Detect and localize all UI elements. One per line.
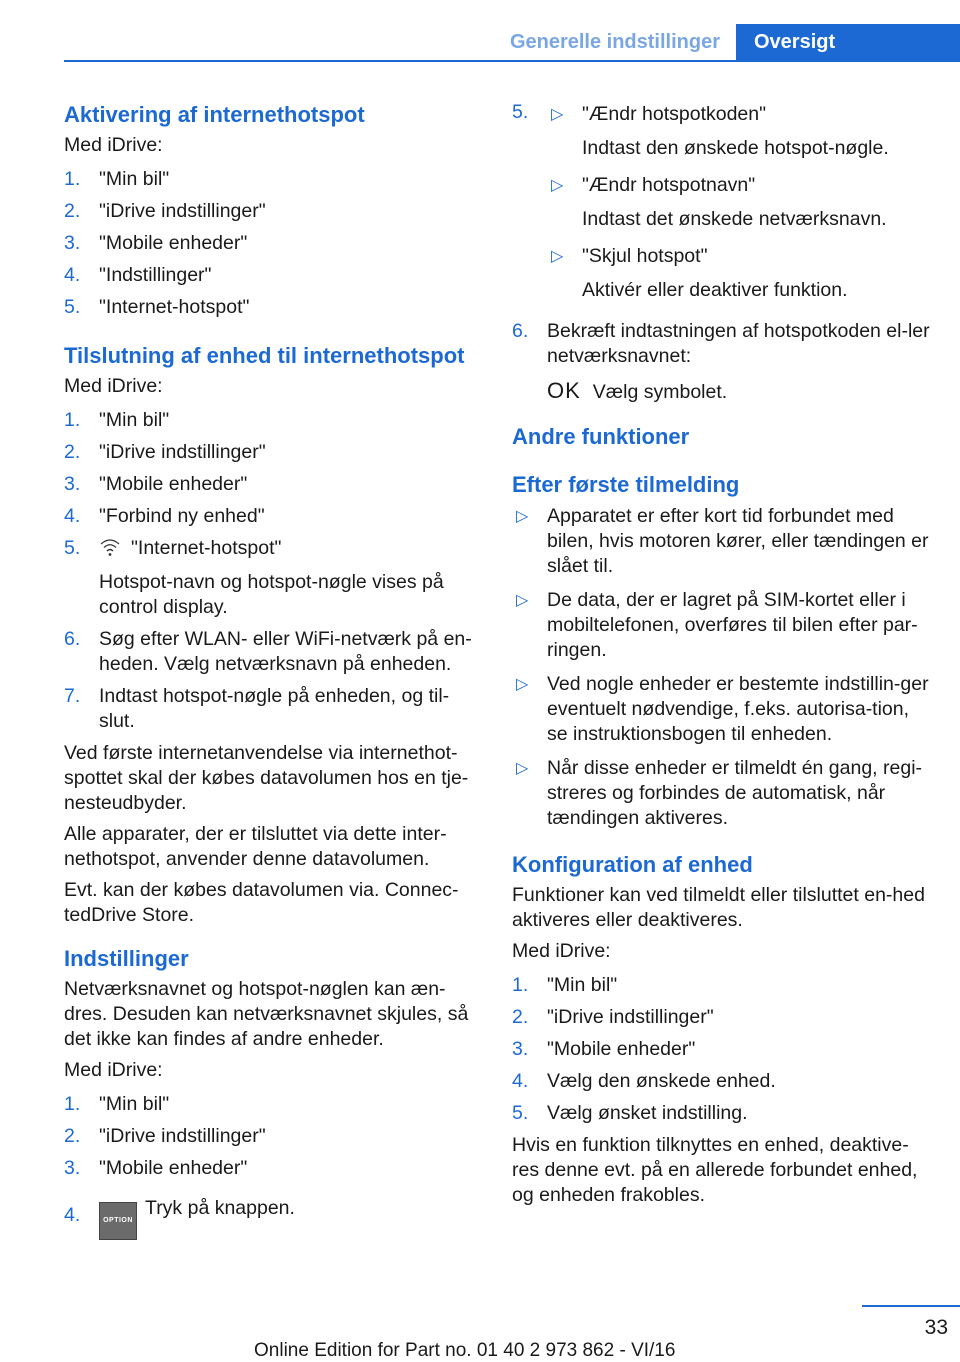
paragraph: Netværksnavnet og hotspot-nøglen kan æn-dres. Desuden kan netværksnavnet skjules, så det ikke kan findes af andre enheder. bbox=[64, 978, 469, 1050]
intro-idrive: Med iDrive: bbox=[64, 375, 163, 397]
list-item bbox=[512, 1037, 932, 1069]
step-number: 5. bbox=[512, 101, 529, 123]
list-item bbox=[64, 1124, 484, 1156]
list-item bbox=[64, 167, 484, 199]
step-text: "Forbind ny enhed" bbox=[99, 505, 265, 527]
list-item bbox=[64, 408, 484, 440]
paragraph: Ved første internetanvendelse via internethot-spottet skal der købes datavolumen hos en tje-nesteudbyder. bbox=[64, 742, 469, 814]
steps-settings bbox=[64, 1092, 484, 1247]
step-text: Søg efter WLAN- eller WiFi-netværk på en-heden. Vælg netværksnavn på enheden. bbox=[99, 628, 472, 675]
step-text: "Min bil" bbox=[99, 168, 170, 190]
step-number: 2. bbox=[64, 1125, 81, 1147]
bullet-text: De data, der er lagret på SIM-kortet eller i mobiltelefonen, overføres til bilen efter par-ringen. bbox=[547, 589, 918, 661]
step-detail-text: Vælg symbolet. bbox=[592, 381, 728, 403]
footer-rule bbox=[862, 1305, 960, 1307]
bullets-after-first-login bbox=[512, 504, 932, 840]
sub-option bbox=[547, 173, 932, 241]
step-number: 1. bbox=[64, 1093, 81, 1115]
step-text: "iDrive indstillinger" bbox=[99, 1125, 266, 1147]
heading-after-first-login: Efter første tilmelding bbox=[512, 472, 740, 497]
header-rule bbox=[64, 60, 960, 62]
step-number: 1. bbox=[64, 409, 81, 431]
list-item bbox=[512, 1069, 932, 1101]
intro-idrive: Med iDrive: bbox=[64, 134, 163, 156]
step-number: 6. bbox=[512, 320, 529, 342]
step-text: "Mobile enheder" bbox=[99, 1157, 248, 1179]
step-text: Tryk på knappen. bbox=[145, 1197, 295, 1219]
triangle-bullet-icon: ▷ bbox=[551, 177, 564, 194]
list-item bbox=[64, 504, 484, 536]
wifi-icon bbox=[99, 537, 121, 557]
bullet-text: Når disse enheder er tilmeldt én gang, regi-streres og forbindes de automatisk, når tændingen aktiveres. bbox=[547, 757, 923, 829]
step-number: 3. bbox=[64, 1157, 81, 1179]
step-text: "Mobile enheder" bbox=[99, 473, 248, 495]
list-item bbox=[512, 672, 932, 756]
list-item bbox=[64, 536, 484, 627]
option-detail: Indtast det ønskede netværksnavn. bbox=[582, 208, 887, 230]
paragraph: Evt. kan der købes datavolumen via. Connec-tedDrive Store. bbox=[64, 879, 459, 926]
step-text: "Internet-hotspot" bbox=[99, 296, 250, 318]
edition-footer: Online Edition for Part no. 01 40 2 973 862 - VI/16 bbox=[254, 1340, 676, 1361]
option-detail: Aktivér eller deaktiver funktion. bbox=[582, 279, 848, 301]
step-number: 4. bbox=[64, 264, 81, 286]
bullet-text: Ved nogle enheder er bestemte indstillin-ger eventuelt nødvendige, f.eks. autorisa-tion, se instruktionsbogen til enheden. bbox=[547, 673, 929, 745]
triangle-bullet-icon: ▷ bbox=[516, 592, 529, 609]
list-item bbox=[64, 199, 484, 231]
right-column bbox=[512, 102, 932, 1208]
bullet-text: Apparatet er efter kort tid forbundet med bilen, hvis motoren kører, eller tændingen er slået til. bbox=[547, 505, 929, 577]
step-detail: Hotspot-navn og hotspot-nøgle vises på control display. bbox=[99, 571, 444, 618]
list-item bbox=[512, 1005, 932, 1037]
header-tab-overview: Oversigt bbox=[736, 24, 960, 61]
step-number: 3. bbox=[512, 1038, 529, 1060]
heading-device-configuration: Konfiguration af enhed bbox=[512, 852, 753, 877]
step-number: 5. bbox=[64, 537, 81, 559]
step-number: 6. bbox=[64, 628, 81, 650]
step-number: 7. bbox=[64, 685, 81, 707]
step-number: 5. bbox=[64, 296, 81, 318]
step-number: 4. bbox=[512, 1070, 529, 1092]
list-item bbox=[512, 102, 932, 319]
option-label: "Ændr hotspotnavn" bbox=[582, 174, 756, 196]
list-item bbox=[512, 588, 932, 672]
step-text: "Indstillinger" bbox=[99, 264, 212, 286]
step-number: 2. bbox=[512, 1006, 529, 1028]
paragraph: Alle apparater, der er tilsluttet via dette inter-nethotspot, anvender denne datavolumen. bbox=[64, 823, 447, 870]
heading-other-functions: Andre funktioner bbox=[512, 424, 690, 449]
step-number: 2. bbox=[64, 200, 81, 222]
list-item bbox=[512, 504, 932, 588]
list-item bbox=[512, 973, 932, 1005]
step-text: Vælg den ønskede enhed. bbox=[547, 1070, 776, 1092]
step-number: 4. bbox=[64, 505, 81, 527]
ok-icon: OK bbox=[547, 378, 581, 403]
steps-connect-device bbox=[64, 408, 484, 741]
step-text: Indtast hotspot-nøgle på enheden, og til-slut. bbox=[99, 685, 450, 732]
triangle-bullet-icon: ▷ bbox=[516, 508, 529, 525]
sub-option bbox=[547, 102, 932, 170]
step-number: 1. bbox=[64, 168, 81, 190]
list-item bbox=[64, 1156, 484, 1188]
step-number: 3. bbox=[64, 473, 81, 495]
step-text: "Min bil" bbox=[99, 409, 170, 431]
list-item bbox=[512, 1101, 932, 1133]
list-item bbox=[64, 231, 484, 263]
intro-idrive: Med iDrive: bbox=[512, 940, 611, 962]
list-item bbox=[64, 295, 484, 327]
triangle-bullet-icon: ▷ bbox=[551, 106, 564, 123]
step-text: Bekræft indtastningen af hotspotkoden el-ler netværksnavnet: bbox=[547, 320, 930, 367]
list-item bbox=[64, 627, 484, 684]
list-item bbox=[64, 1092, 484, 1124]
step-detail bbox=[547, 378, 932, 405]
heading-activate-hotspot: Aktivering af internethotspot bbox=[64, 102, 365, 127]
heading-connect-device: Tilslutning af enhed til internethotspot bbox=[64, 343, 465, 368]
option-detail: Indtast den ønskede hotspot-nøgle. bbox=[582, 137, 889, 159]
list-item bbox=[512, 319, 932, 412]
list-item bbox=[64, 472, 484, 504]
list-item bbox=[64, 1196, 484, 1247]
steps-device-configuration bbox=[512, 973, 932, 1133]
step-number: 3. bbox=[64, 232, 81, 254]
step-text: "iDrive indstillinger" bbox=[99, 441, 266, 463]
paragraph: Hvis en funktion tilknyttes en enhed, deaktive-res denne evt. på en allerede forbundet enhed, og enheden frakobles. bbox=[512, 1134, 918, 1206]
steps-activate-hotspot bbox=[64, 167, 484, 327]
step-number: 4. bbox=[64, 1204, 81, 1226]
option-button-icon: OPTION bbox=[99, 1202, 137, 1240]
step-text: Vælg ønsket indstilling. bbox=[547, 1102, 748, 1124]
step-text: "iDrive indstillinger" bbox=[99, 200, 266, 222]
sub-option bbox=[547, 244, 932, 312]
heading-settings: Indstillinger bbox=[64, 946, 189, 971]
list-item bbox=[512, 756, 932, 840]
option-label: "Skjul hotspot" bbox=[582, 245, 708, 267]
header-section-title: Generelle indstillinger bbox=[509, 31, 720, 53]
list-item bbox=[64, 440, 484, 472]
triangle-bullet-icon: ▷ bbox=[516, 760, 529, 777]
option-label: "Ændr hotspotkoden" bbox=[582, 103, 767, 125]
step-number: 1. bbox=[512, 974, 529, 996]
step-number: 2. bbox=[64, 441, 81, 463]
step-text: "Internet-hotspot" bbox=[131, 537, 282, 559]
step-text: "Mobile enheder" bbox=[99, 232, 248, 254]
step-text: "iDrive indstillinger" bbox=[547, 1006, 714, 1028]
step-number: 5. bbox=[512, 1102, 529, 1124]
paragraph: Funktioner kan ved tilmeldt eller tilsluttet en-hed aktiveres eller deaktiveres. bbox=[512, 884, 925, 931]
step-text: "Min bil" bbox=[547, 974, 618, 996]
page-number: 33 bbox=[924, 1316, 948, 1339]
intro-idrive: Med iDrive: bbox=[64, 1059, 163, 1081]
list-item bbox=[64, 684, 484, 741]
triangle-bullet-icon: ▷ bbox=[551, 248, 564, 265]
left-column bbox=[64, 100, 484, 1247]
list-item bbox=[64, 263, 484, 295]
step-text: "Min bil" bbox=[99, 1093, 170, 1115]
step-text: "Mobile enheder" bbox=[547, 1038, 696, 1060]
triangle-bullet-icon: ▷ bbox=[516, 676, 529, 693]
